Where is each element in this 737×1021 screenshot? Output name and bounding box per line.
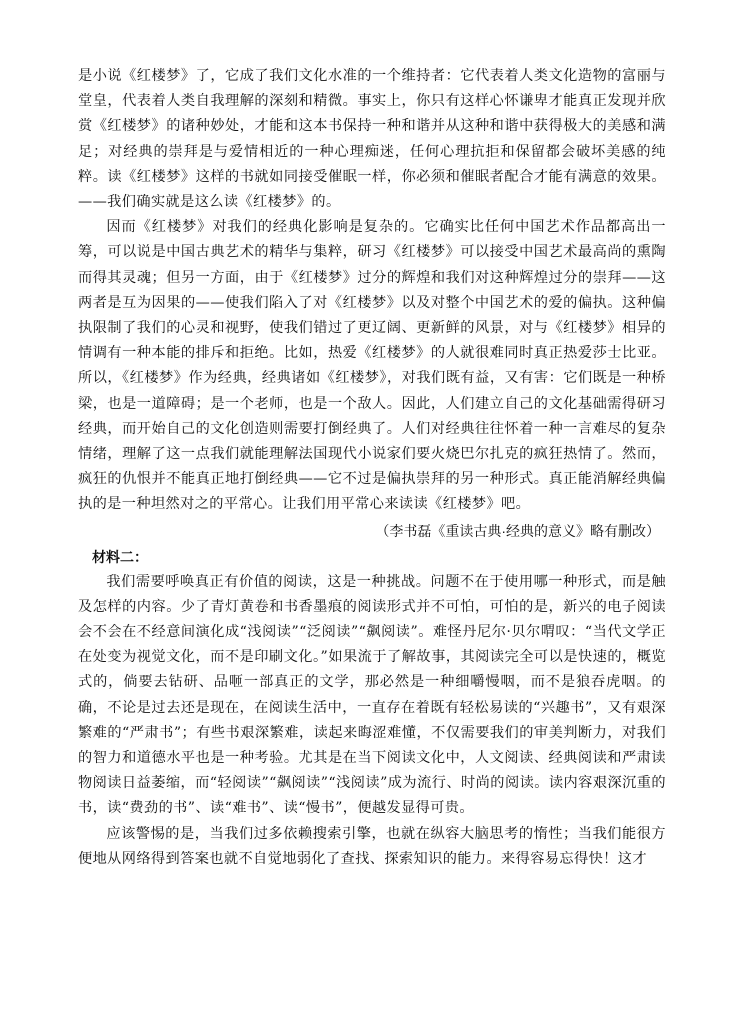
material2-paragraph-2: 应该警惕的是，当我们过多依赖搜索引擎，也就在纵容大脑思考的惰性；当我们能很方便地从网络得到答案也就不自觉地弱化了查找、探索知识的能力。来得容易忘得快！这才 bbox=[78, 825, 666, 867]
material2-paragraph-1: 我们需要呼唤真正有价值的阅读，这是一种挑战。问题不在于使用哪一种形式，而是触及怎样的内容。少了青灯黄卷和书香墨痕的阅读形式并不可怕，可怕的是，新兴的电子阅读会不会在不经意间演化成“浅阅读”“泛阅读”“飙阅读”。难怪丹尼尔·贝尔喟叹：“当代文学正在处变为视觉文化，而不是印刷文化。”如果流于了解故事，其阅读完全可以是快速的，概览式的，倘要去钻研、品咂一部真正的文学，那必然是一种细嚼慢咽，而不是狼吞虎咽。的确，不论是过去还是现在，在阅读生活中，一直存在着既有轻松易读的“兴趣书”，又有艰深繁难的“严肃书”；有些书艰深繁难，读起来晦涩难懂，不仅需要我们的审美判断力，对我们的智力和道德水平也是一种考验。尤其是在当下阅读文化中，人文阅读、经典阅读和严肃读物阅读日益萎缩，而“轻阅读”“飙阅读”“浅阅读”成为流行、时尚的阅读。读内容艰深沉重的书，读“费劲的书”、读“难书”、读“慢书”，便越发显得可贵。 bbox=[78, 573, 666, 817]
material1-paragraph-2: 因而《红楼梦》对我们的经典化影响是复杂的。它确实比任何中国艺术作品都高出一筹，可以说是中国古典艺术的精华与集粹，研习《红楼梦》可以接受中国艺术最高尚的熏陶而得其灵魂；但另一方面，由于《红楼梦》过分的辉煌和我们对这种辉煌过分的崇拜——这两者是互为因果的——使我们陷入了对《红楼梦》以及对整个中国艺术的爱的偏执。这种偏执限制了我们的心灵和视野，使我们错过了更辽阔、更新鲜的风景，对与《红楼梦》相异的情调有一种本能的排斥和拒绝。比如，热爱《红楼梦》的人就很难同时真正热爱莎士比亚。所以，《红楼梦》作为经典，经典诸如《红楼梦》，对我们既有益，又有害：它们既是一种桥梁，也是一道障碍；是一个老师，也是一个敌人。因此，人们建立自己的文化基础需得研习经典，而开始自己的文化创造则需要打倒经典了。人们对经典往往怀着一种一言难尽的复杂情绪，理解了这一点我们就能理解法国现代小说家们要火烧巴尔扎克的疯狂热情了。然而，疯狂的仇恨并不能真正地打倒经典——它不过是偏执崇拜的另一种形式。真正能消解经典偏执的是一种坦然对之的平常心。让我们用平常心来读读《红楼梦》吧。 bbox=[78, 219, 666, 513]
material1-paragraph-continued: 是小说《红楼梦》了，它成了我们文化水准的一个维持者：它代表着人类文化造物的富丽与堂皇，代表着人类自我理解的深刻和精微。事实上，你只有这样心怀谦卑才能真正发现并欣赏《红楼梦》的诸种妙处，才能和这本书保持一种和谐并从这种和谐中获得极大的美感和满足；对经典的崇拜是与爱情相近的一种心理痴迷，任何心理抗拒和保留都会破坏美感的纯粹。读《红楼梦》这样的书就如同接受催眠一样，你必须和催眠者配合才能有满意的效果。——我们确实就是这么读《红楼梦》的。 bbox=[78, 68, 666, 211]
material2-heading: 材料二： bbox=[92, 548, 148, 565]
material1-source-citation: （李书磊《重读古典·经典的意义》略有删改） bbox=[375, 522, 660, 539]
document-page bbox=[78, 64, 666, 872]
